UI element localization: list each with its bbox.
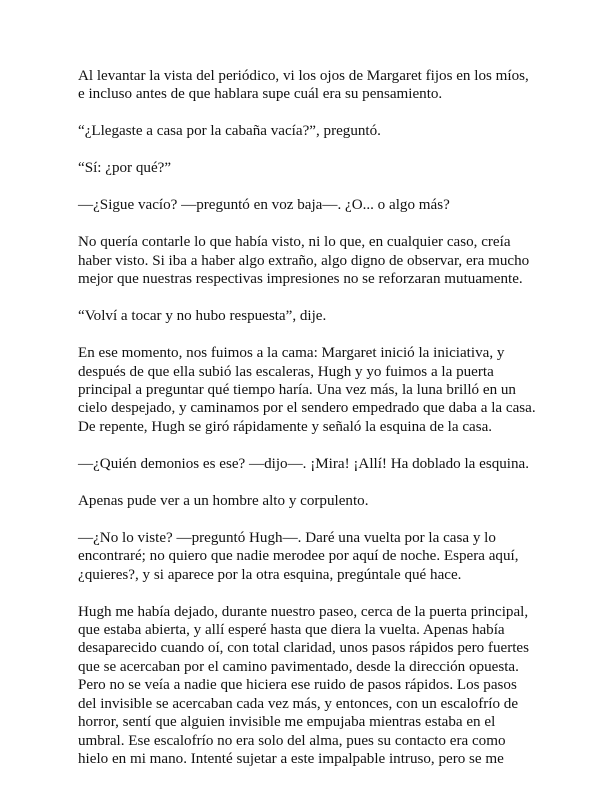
paragraph <box>78 529 528 584</box>
text-line: “¿Llegaste a casa por la cabaña vacía?”, preguntó. <box>78 123 381 140</box>
text-line: Al levantar la vista del periódico, vi los ojos de Margaret fijos en los míos, <box>78 68 529 84</box>
text-line: mejor que nuestras respectivas impresiones no se reforzaran mutuamente. <box>78 271 523 288</box>
text-line: “Volví a tocar y no hubo respuesta”, dije. <box>78 308 327 325</box>
text-line: encontraré; no quiero que nadie merodee por aquí de noche. Espera aquí, <box>78 548 519 565</box>
paragraph <box>78 344 536 436</box>
text-line: —¿Sigue vacío? —preguntó en voz baja—. ¿O... o algo más? <box>78 197 450 214</box>
text-line: Hugh me había dejado, durante nuestro paseo, cerca de la puerta principal, <box>78 603 529 620</box>
text-line: hielo en mi mano. Intenté sujetar a este impalpable intruso, pero se me <box>78 750 504 767</box>
text-line: desaparecido cuando oí, con total claridad, unos pasos rápidos pero fuertes <box>78 640 529 657</box>
paragraph <box>78 455 528 473</box>
text-line: “Sí: ¿por qué?” <box>78 160 172 177</box>
paragraph <box>78 196 528 214</box>
text-line: Apenas pude ver a un hombre alto y corpulento. <box>78 492 369 509</box>
paragraph <box>78 67 528 104</box>
text-line: que estaba abierta, y allí esperé hasta que diera la vuelta. Apenas había <box>78 622 505 639</box>
text-line: cielo despejado, y caminamos por el sendero empedrado que daba a la casa. <box>78 400 536 417</box>
text-line: horror, sentí que alguien invisible me empujaba mientras estaba en el <box>78 714 496 731</box>
text-line: ¿quieres?, y si aparece por la otra esquina, pregúntale qué hace. <box>78 566 462 583</box>
text-line: En ese momento, nos fuimos a la cama: Margaret inició la iniciativa, y <box>78 345 505 362</box>
text-line: haber visto. Si iba a haber algo extraño, algo digno de observar, era mucho <box>78 252 530 269</box>
text-line: No quería contarle lo que había visto, ni lo que, en cualquier caso, creía <box>78 234 511 251</box>
text-line: e incluso antes de que hablara supe cuál era su pensamiento. <box>78 86 443 103</box>
text-line: De repente, Hugh se giró rápidamente y señaló la esquina de la casa. <box>78 418 493 435</box>
paragraph <box>78 159 528 177</box>
paragraph <box>78 307 528 325</box>
paragraph <box>78 233 528 288</box>
paragraph <box>78 603 528 769</box>
text-line: después de que ella subió las escaleras, Hugh y yo fuimos a la puerta <box>78 363 494 380</box>
paragraph <box>78 492 528 510</box>
text-line: —¿No lo viste? —preguntó Hugh—. Daré una vuelta por la casa y lo <box>78 529 496 546</box>
text-line: umbral. Ese escalofrío no era solo del alma, pues su contacto era como <box>78 732 506 749</box>
text-line: del invisible se acercaban cada vez más, y entonces, con un escalofrío de <box>78 695 519 712</box>
text-line: que se acercaban por el camino pavimentado, desde la dirección opuesta. <box>78 658 519 675</box>
text-line: —¿Quién demonios es ese? —dijo—. ¡Mira! ¡Allí! Ha doblado la esquina. <box>78 455 530 472</box>
document-page <box>78 67 536 787</box>
paragraph <box>78 122 528 140</box>
text-line: Pero no se veía a nadie que hiciera ese ruido de pasos rápidos. Los pasos <box>78 677 517 694</box>
text-line: principal a preguntar qué tiempo haría. Una vez más, la luna brilló en un <box>78 382 516 399</box>
